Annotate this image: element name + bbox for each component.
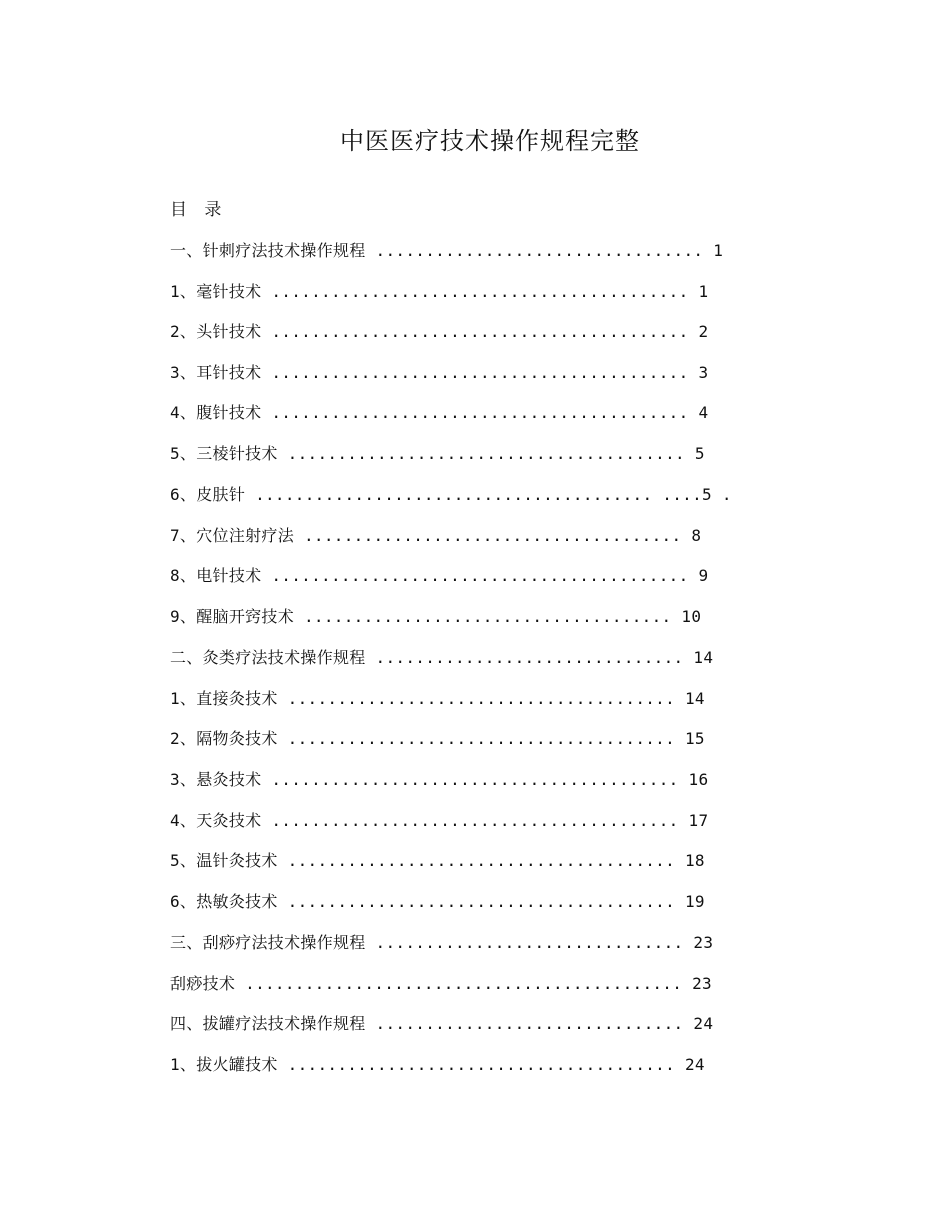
toc-entry[interactable]: 2、头针技术 .......................................... 2: [170, 322, 709, 341]
toc-entry[interactable]: 一、针刺疗法技术操作规程 ................................. 1: [170, 241, 724, 260]
toc-entry[interactable]: 5、三棱针技术 ........................................ 5: [170, 444, 705, 463]
toc-entry[interactable]: 7、穴位注射疗法 ...................................... 8: [170, 526, 702, 545]
toc-entry[interactable]: 6、热敏灸技术 ....................................... 19: [170, 892, 705, 911]
toc-entry[interactable]: 刮痧技术 ............................................ 23: [170, 974, 712, 993]
toc-heading: 目 录: [170, 200, 228, 220]
toc-entry[interactable]: 8、电针技术 .......................................... 9: [170, 566, 709, 585]
toc-entry[interactable]: 3、悬灸技术 ......................................... 16: [170, 770, 709, 789]
toc-entry[interactable]: 二、灸类疗法技术操作规程 ............................... 14: [170, 648, 714, 667]
toc-entry[interactable]: 6、皮肤针 ........................................ ....5 .: [170, 485, 732, 504]
toc-entry[interactable]: 1、直接灸技术 ....................................... 14: [170, 689, 705, 708]
toc-entry[interactable]: 5、温针灸技术 ....................................... 18: [170, 851, 705, 870]
toc-entry[interactable]: 1、毫针技术 .......................................... 1: [170, 282, 709, 301]
toc-entry[interactable]: 4、腹针技术 .......................................... 4: [170, 403, 709, 422]
toc-entry[interactable]: 9、醒脑开窍技术 ..................................... 10: [170, 607, 702, 626]
toc-entry[interactable]: 1、拔火罐技术 ....................................... 24: [170, 1055, 705, 1074]
toc-entry[interactable]: 4、天灸技术 ......................................... 17: [170, 811, 709, 830]
toc-entry[interactable]: 四、拔罐疗法技术操作规程 ............................... 24: [170, 1014, 714, 1033]
toc-entry[interactable]: 3、耳针技术 .......................................... 3: [170, 363, 709, 382]
toc-entry[interactable]: 2、隔物灸技术 ....................................... 15: [170, 729, 705, 748]
toc-entry[interactable]: 三、刮痧疗法技术操作规程 ............................... 23: [170, 933, 714, 952]
document-title: 中医医疗技术操作规程完整: [340, 127, 640, 155]
